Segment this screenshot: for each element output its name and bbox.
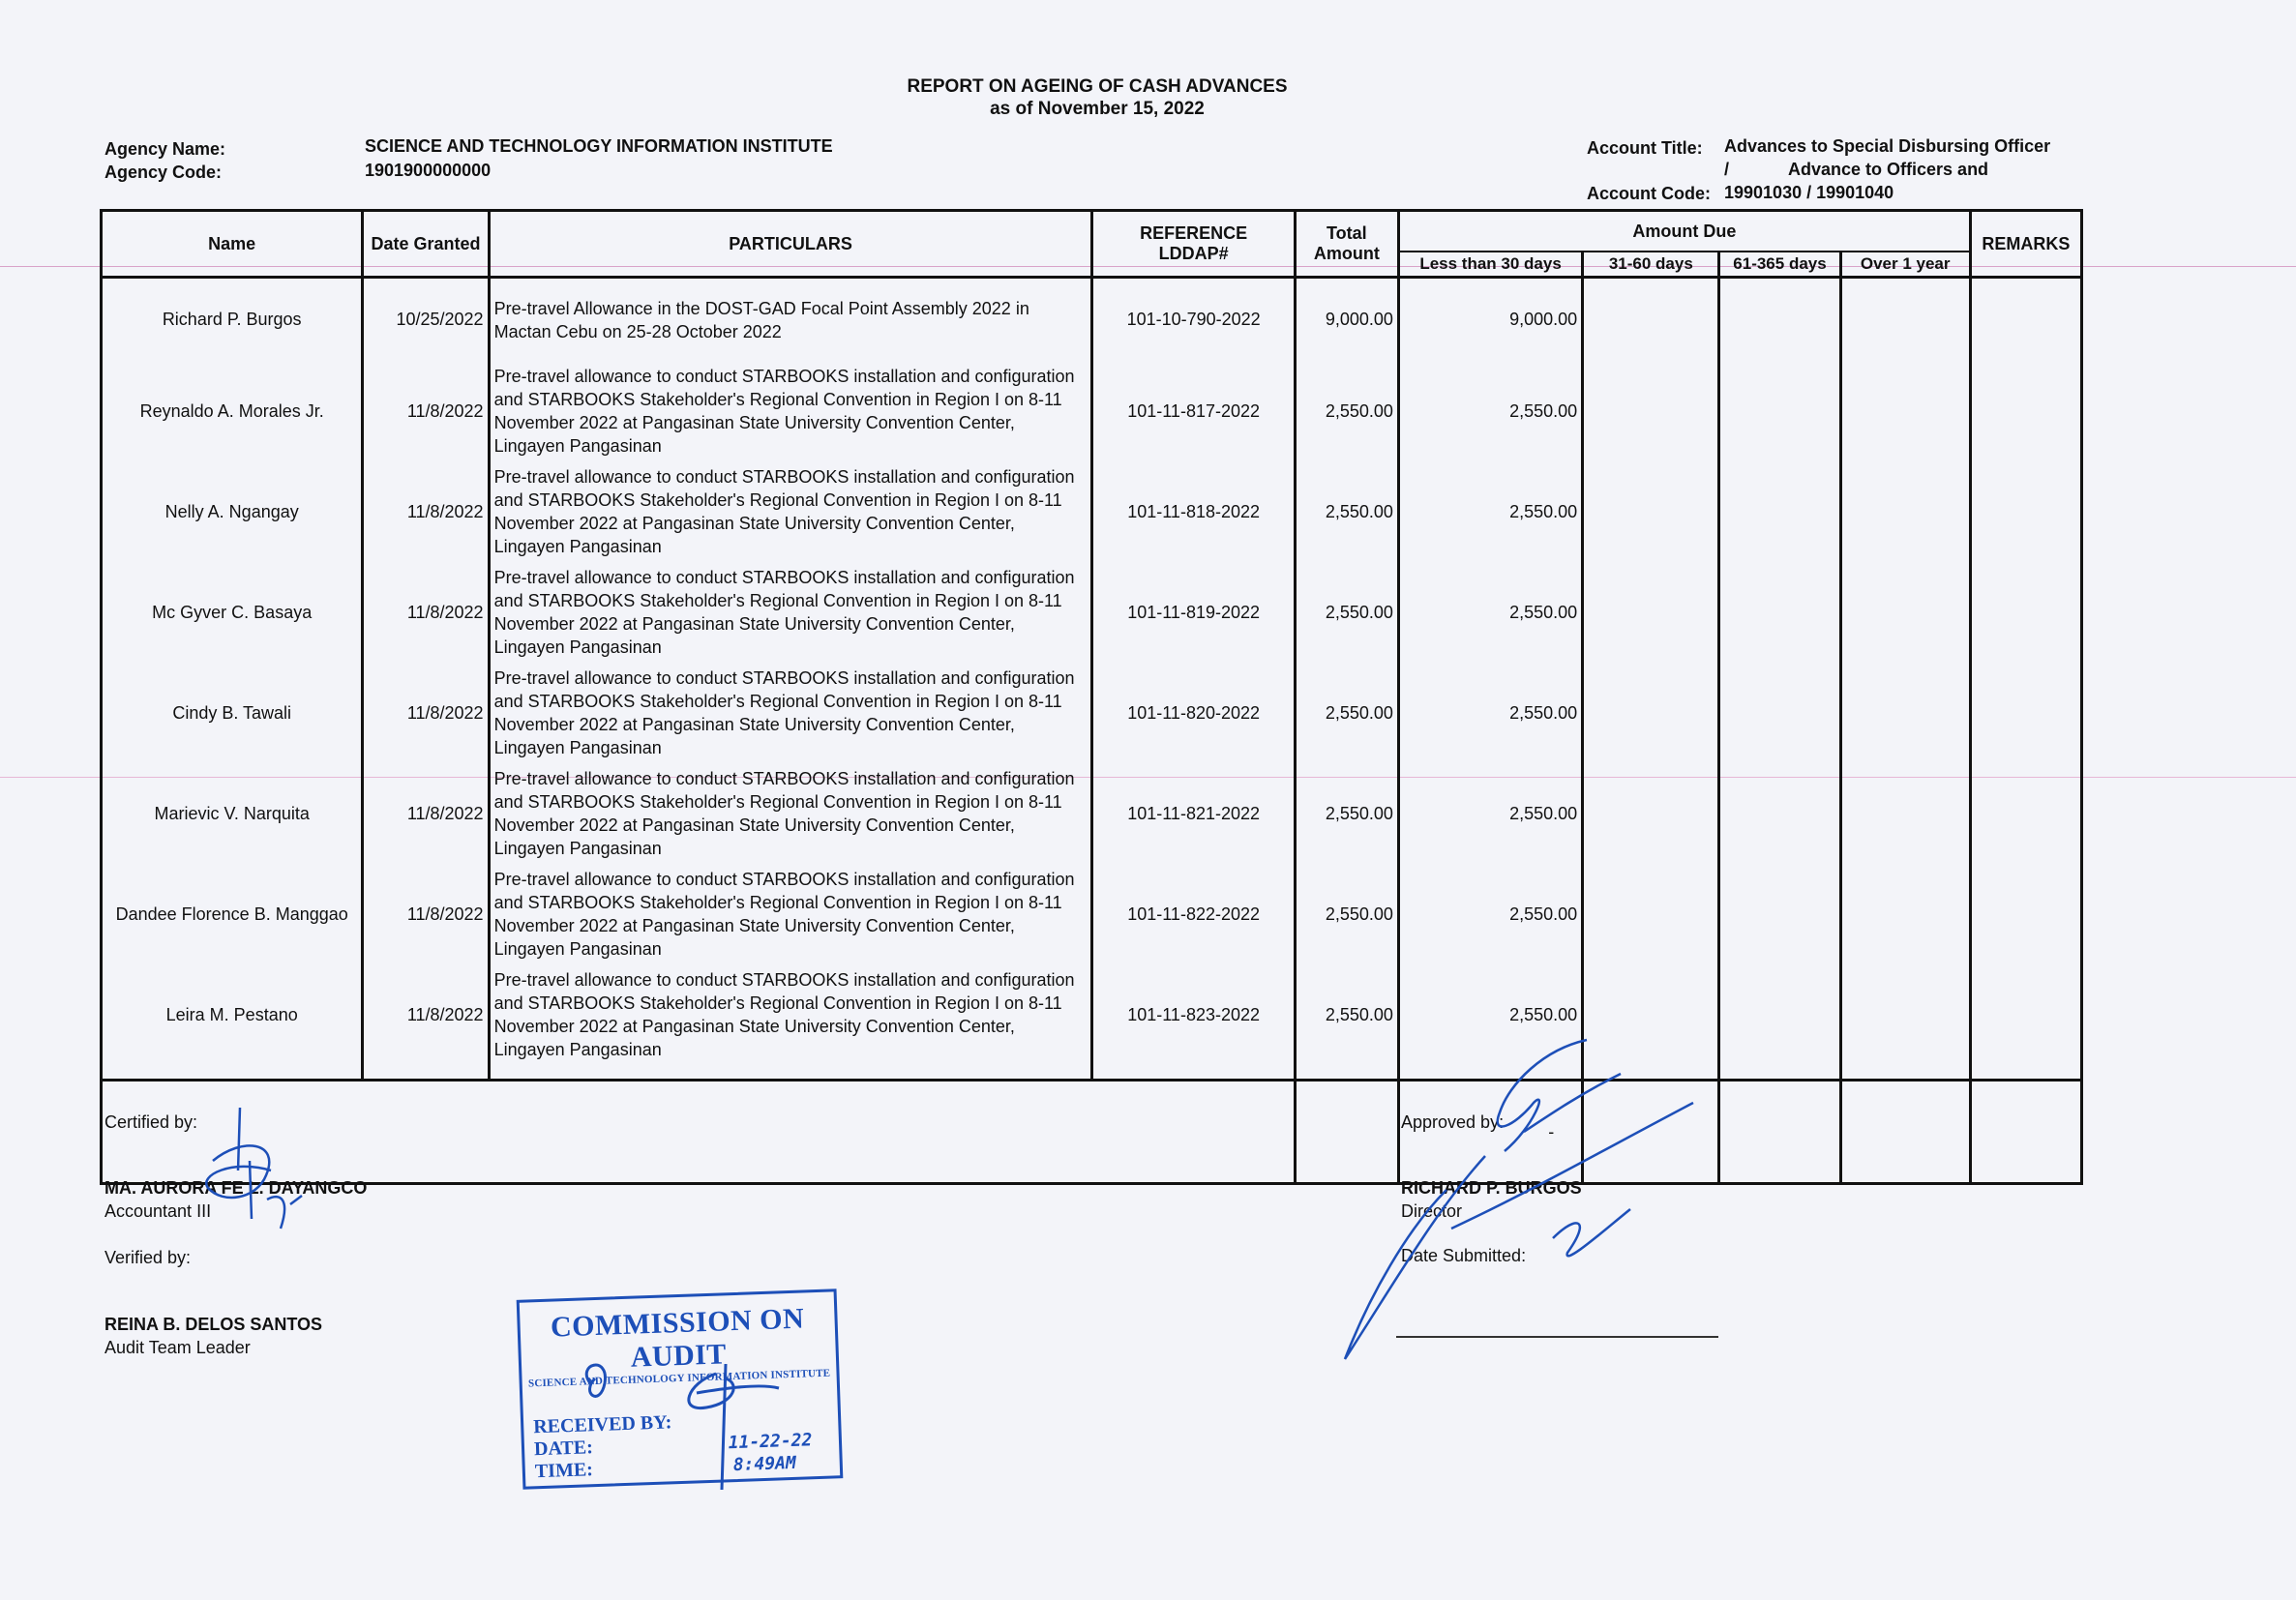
verified-name: REINA B. DELOS SANTOS (104, 1315, 323, 1334)
agency-code-label: Agency Code: (104, 163, 223, 182)
header-total-line2: Amount (1313, 244, 1380, 263)
row-reference: 101-11-820-2022 (1092, 663, 1295, 763)
row-over-1-year (1840, 461, 1970, 562)
row-reference: 101-11-818-2022 (1092, 461, 1295, 562)
row-less-30: 2,550.00 (1398, 562, 1582, 663)
spacer-cell (1970, 1065, 2081, 1081)
header-reference (1092, 211, 1295, 278)
row-particulars: Pre-travel allowance to conduct STARBOOKS installation and configuration and STARBOOKS Stakeholder's Regional Convention in Region I on 8-11 November 2022 at Pangasinan State University Convention Center, Lingayen Pangasinan (489, 763, 1092, 864)
row-over-1-year (1840, 864, 1970, 964)
row-particulars: Pre-travel allowance to conduct STARBOOKS installation and configuration and STARBOOKS Stakeholder's Regional Convention in Region I on 8-11 November 2022 at Pangasinan State University Convention Center, Lingayen Pangasinan (489, 864, 1092, 964)
certified-title: Accountant III (104, 1201, 212, 1221)
row-less-30: 2,550.00 (1398, 763, 1582, 864)
account-title-line1: Advances to Special Disbursing Officer (1724, 136, 2051, 156)
row-total: 2,550.00 (1295, 461, 1398, 562)
row-name: Leira M. Pestano (102, 964, 363, 1065)
total-cell (363, 1081, 489, 1184)
row-31-60 (1583, 361, 1719, 461)
row-less-30: 2,550.00 (1398, 461, 1582, 562)
row-31-60 (1583, 763, 1719, 864)
header-less-30: Less than 30 days (1398, 252, 1582, 278)
table-row (102, 964, 2082, 1065)
row-61-365 (1719, 864, 1840, 964)
account-title-sep: / (1724, 160, 1730, 179)
row-name: Mc Gyver C. Basaya (102, 562, 363, 663)
ageing-table (100, 209, 2083, 1185)
row-reference: 101-11-817-2022 (1092, 361, 1295, 461)
spacer-cell (1092, 1065, 1295, 1081)
row-61-365 (1719, 964, 1840, 1065)
header-date-granted: Date Granted (363, 211, 489, 278)
row-particulars: Pre-travel allowance to conduct STARBOOKS installation and configuration and STARBOOKS Stakeholder's Regional Convention in Region I on 8-11 November 2022 at Pangasinan State University Convention Center, Lingayen Pangasinan (489, 461, 1092, 562)
row-less-30: 2,550.00 (1398, 663, 1582, 763)
verified-title: Audit Team Leader (104, 1338, 251, 1357)
header-amount-due: Amount Due (1398, 211, 1970, 252)
certified-label: Certified by: (104, 1112, 198, 1132)
stamp-date-value: 11-22-22 (728, 1430, 813, 1454)
row-particulars: Pre-travel allowance to conduct STARBOOKS installation and configuration and STARBOOKS Stakeholder's Regional Convention in Region I on 8-11 November 2022 at Pangasinan State University Convention Center, Lingayen Pangasinan (489, 361, 1092, 461)
row-total: 2,550.00 (1295, 562, 1398, 663)
row-31-60 (1583, 278, 1719, 362)
table-row (102, 278, 2082, 362)
row-less-30: 2,550.00 (1398, 361, 1582, 461)
table-row (102, 461, 2082, 562)
row-remarks (1970, 361, 2081, 461)
report-subtitle: as of November 15, 2022 (990, 99, 1205, 119)
row-name: Marievic V. Narquita (102, 763, 363, 864)
row-less-30: 2,550.00 (1398, 864, 1582, 964)
row-over-1-year (1840, 964, 1970, 1065)
row-particulars: Pre-travel allowance to conduct STARBOOKS installation and configuration and STARBOOKS Stakeholder's Regional Convention in Region I on 8-11 November 2022 at Pangasinan State University Convention Center, Lingayen Pangasinan (489, 562, 1092, 663)
row-date: 10/25/2022 (363, 278, 489, 362)
row-date: 11/8/2022 (363, 562, 489, 663)
agency-code-value: 1901900000000 (365, 161, 492, 180)
total-cell (1092, 1081, 1295, 1184)
header-remarks: REMARKS (1970, 211, 2081, 278)
row-particulars: Pre-travel allowance to conduct STARBOOKS installation and configuration and STARBOOKS Stakeholder's Regional Convention in Region I on 8-11 November 2022 at Pangasinan State University Convention Center, Lingayen Pangasinan (489, 663, 1092, 763)
account-title-label: Account Title: (1587, 138, 1703, 158)
stamp-time-value: 8:49AM (732, 1452, 797, 1476)
row-over-1-year (1840, 361, 1970, 461)
row-remarks (1970, 663, 2081, 763)
table-row (102, 763, 2082, 864)
total-cell (1719, 1081, 1840, 1184)
row-remarks (1970, 278, 2081, 362)
row-31-60 (1583, 461, 1719, 562)
row-less-30: 2,550.00 (1398, 964, 1582, 1065)
header-reference-line1: REFERENCE (1140, 223, 1248, 243)
row-over-1-year (1840, 562, 1970, 663)
row-over-1-year (1840, 278, 1970, 362)
signature-dayangco (174, 1103, 339, 1248)
spacer-cell (363, 1065, 489, 1081)
row-date: 11/8/2022 (363, 461, 489, 562)
header-particulars: PARTICULARS (489, 211, 1092, 278)
row-particulars: Pre-travel Allowance in the DOST-GAD Focal Point Assembly 2022 in Mactan Cebu on 25-28 October 2022 (489, 278, 1092, 362)
spacer-cell (1840, 1065, 1970, 1081)
row-61-365 (1719, 461, 1840, 562)
row-over-1-year (1840, 663, 1970, 763)
table-body (102, 278, 2082, 1184)
row-reference: 101-11-822-2022 (1092, 864, 1295, 964)
stamp-signature (571, 1354, 842, 1499)
row-61-365 (1719, 278, 1840, 362)
header-over-1-year: Over 1 year (1840, 252, 1970, 278)
row-name: Nelly A. Ngangay (102, 461, 363, 562)
row-61-365 (1719, 763, 1840, 864)
row-less-30: 9,000.00 (1398, 278, 1582, 362)
row-name: Richard P. Burgos (102, 278, 363, 362)
table-row (102, 361, 2082, 461)
row-date: 11/8/2022 (363, 964, 489, 1065)
approved-title: Director (1401, 1201, 1463, 1221)
approved-label: Approved by: (1401, 1112, 1505, 1132)
row-61-365 (1719, 361, 1840, 461)
total-cell (1970, 1081, 2081, 1184)
account-title-line2: Advance to Officers and (1788, 160, 1989, 179)
header-total-line1: Total (1327, 223, 1367, 243)
verified-label: Verified by: (104, 1248, 192, 1267)
row-reference: 101-11-819-2022 (1092, 562, 1295, 663)
row-remarks (1970, 763, 2081, 864)
agency-name-label: Agency Name: (104, 139, 226, 159)
stamp-received: RECEIVED BY: (532, 1411, 672, 1438)
row-total: 2,550.00 (1295, 763, 1398, 864)
table-total-row (102, 1081, 2082, 1184)
date-submitted-label: Date Submitted: (1401, 1246, 1527, 1265)
approved-name: RICHARD P. BURGOS (1401, 1178, 1582, 1198)
row-remarks (1970, 562, 2081, 663)
row-date: 11/8/2022 (363, 361, 489, 461)
spacer-cell (1719, 1065, 1840, 1081)
report-title: REPORT ON AGEING OF CASH ADVANCES (907, 76, 1288, 97)
header-reference-line2: LDDAP# (1158, 244, 1229, 263)
certified-name: MA. AURORA FE L. DAYANGCO (104, 1178, 368, 1198)
row-31-60 (1583, 864, 1719, 964)
stamp-time-label: TIME: (534, 1459, 594, 1483)
agency-name-value: SCIENCE AND TECHNOLOGY INFORMATION INSTITUTE (365, 136, 833, 156)
row-total: 9,000.00 (1295, 278, 1398, 362)
account-code-value: 19901030 / 19901040 (1724, 183, 1894, 202)
row-name: Reynaldo A. Morales Jr. (102, 361, 363, 461)
row-remarks (1970, 461, 2081, 562)
header-61-365: 61-365 days (1719, 252, 1840, 278)
row-date: 11/8/2022 (363, 663, 489, 763)
row-name: Dandee Florence B. Manggao (102, 864, 363, 964)
total-cell (1840, 1081, 1970, 1184)
stamp-agency: SCIENCE AND TECHNOLOGY INFORMATION INSTITUTE (527, 1367, 831, 1390)
row-remarks (1970, 964, 2081, 1065)
row-total: 2,550.00 (1295, 964, 1398, 1065)
table-spacer-row (102, 1065, 2082, 1081)
spacer-cell (102, 1065, 363, 1081)
spacer-cell (489, 1065, 1092, 1081)
row-reference: 101-10-790-2022 (1092, 278, 1295, 362)
row-total: 2,550.00 (1295, 663, 1398, 763)
row-31-60 (1583, 562, 1719, 663)
row-61-365 (1719, 562, 1840, 663)
signature-burgos (1340, 1035, 1708, 1364)
table-row (102, 562, 2082, 663)
stamp-org: COMMISSION ON AUDIT (550, 1302, 805, 1374)
header-31-60: 31-60 days (1583, 252, 1719, 278)
row-date: 11/8/2022 (363, 763, 489, 864)
table-row (102, 864, 2082, 964)
row-particulars: Pre-travel allowance to conduct STARBOOKS installation and configuration and STARBOOKS Stakeholder's Regional Convention in Region I on 8-11 November 2022 at Pangasinan State University Convention Center, Lingayen Pangasinan (489, 964, 1092, 1065)
header-name: Name (102, 211, 363, 278)
row-61-365 (1719, 663, 1840, 763)
total-cell (489, 1081, 1092, 1184)
stamp-date-label: DATE: (533, 1437, 594, 1461)
table-row (102, 663, 2082, 763)
row-over-1-year (1840, 763, 1970, 864)
header-total (1295, 211, 1398, 278)
row-reference: 101-11-821-2022 (1092, 763, 1295, 864)
row-name: Cindy B. Tawali (102, 663, 363, 763)
row-reference: 101-11-823-2022 (1092, 964, 1295, 1065)
total-cell: - (1398, 1081, 1582, 1184)
row-remarks (1970, 864, 2081, 964)
row-date: 11/8/2022 (363, 864, 489, 964)
row-31-60 (1583, 663, 1719, 763)
row-total: 2,550.00 (1295, 864, 1398, 964)
account-code-label: Account Code: (1587, 184, 1711, 203)
row-total: 2,550.00 (1295, 361, 1398, 461)
